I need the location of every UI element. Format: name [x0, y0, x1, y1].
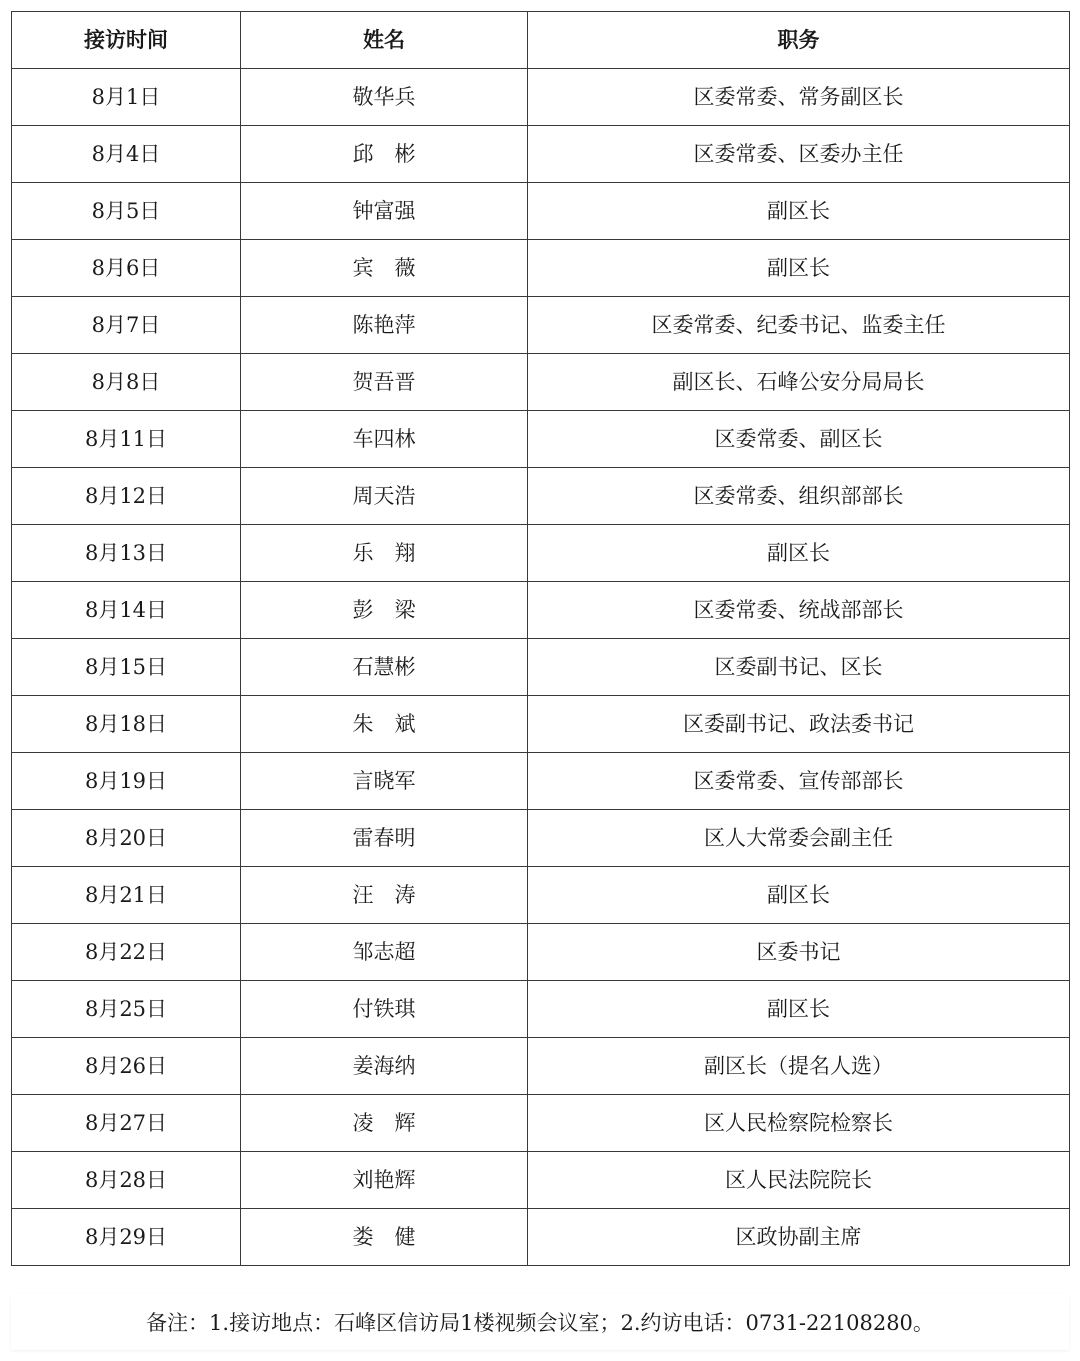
- table-row: [12, 69, 1070, 126]
- cell-name: 周天浩: [241, 468, 528, 525]
- cell-position: 副区长、石峰公安分局局长: [528, 354, 1070, 411]
- table-row: [12, 240, 1070, 297]
- cell-date: 8月1日: [12, 69, 241, 126]
- cell-position: 区人民检察院检察长: [528, 1095, 1070, 1152]
- header-name: 姓名: [241, 12, 528, 69]
- cell-name: 车四林: [241, 411, 528, 468]
- table-row: [12, 525, 1070, 582]
- table-row: [12, 126, 1070, 183]
- cell-position: 区政协副主席: [528, 1209, 1070, 1266]
- header-position: 职务: [528, 12, 1070, 69]
- cell-date: 8月11日: [12, 411, 241, 468]
- table-row: [12, 696, 1070, 753]
- table-row: [12, 1095, 1070, 1152]
- cell-position: 区委常委、副区长: [528, 411, 1070, 468]
- cell-date: 8月15日: [12, 639, 241, 696]
- table-row: [12, 468, 1070, 525]
- cell-name: 朱 斌: [241, 696, 528, 753]
- cell-name: 陈艳萍: [241, 297, 528, 354]
- cell-name: 娄 健: [241, 1209, 528, 1266]
- cell-name: 彭 梁: [241, 582, 528, 639]
- footnote: 备注：1.接访地点：石峰区信访局1楼视频会议室；2.约访电话：0731-22108280。: [11, 1294, 1069, 1350]
- cell-position: 区人大常委会副主任: [528, 810, 1070, 867]
- table-row: [12, 924, 1070, 981]
- table-row: [12, 411, 1070, 468]
- cell-date: 8月8日: [12, 354, 241, 411]
- table-row: [12, 183, 1070, 240]
- cell-position: 区委常委、统战部部长: [528, 582, 1070, 639]
- cell-name: 贺吾晋: [241, 354, 528, 411]
- cell-position: 区委副书记、政法委书记: [528, 696, 1070, 753]
- cell-position: 区委常委、区委办主任: [528, 126, 1070, 183]
- cell-date: 8月14日: [12, 582, 241, 639]
- cell-name: 邱 彬: [241, 126, 528, 183]
- cell-date: 8月13日: [12, 525, 241, 582]
- cell-position: 区委副书记、区长: [528, 639, 1070, 696]
- cell-date: 8月19日: [12, 753, 241, 810]
- cell-name: 雷春明: [241, 810, 528, 867]
- cell-name: 凌 辉: [241, 1095, 528, 1152]
- cell-name: 乐 翔: [241, 525, 528, 582]
- table-header-row: [12, 12, 1070, 69]
- cell-position: 副区长: [528, 981, 1070, 1038]
- cell-date: 8月21日: [12, 867, 241, 924]
- table-row: [12, 753, 1070, 810]
- cell-date: 8月20日: [12, 810, 241, 867]
- cell-name: 言晓军: [241, 753, 528, 810]
- cell-name: 刘艳辉: [241, 1152, 528, 1209]
- header-date: 接访时间: [12, 12, 241, 69]
- cell-position: 副区长: [528, 183, 1070, 240]
- cell-name: 邹志超: [241, 924, 528, 981]
- cell-position: 副区长: [528, 867, 1070, 924]
- cell-position: 区委常委、组织部部长: [528, 468, 1070, 525]
- table-row: [12, 1209, 1070, 1266]
- schedule-sheet: [11, 11, 1069, 1266]
- cell-name: 钟富强: [241, 183, 528, 240]
- cell-name: 姜海纳: [241, 1038, 528, 1095]
- cell-position: 区委常委、常务副区长: [528, 69, 1070, 126]
- table-row: [12, 867, 1070, 924]
- table-row: [12, 639, 1070, 696]
- cell-position: 副区长（提名人选）: [528, 1038, 1070, 1095]
- cell-date: 8月29日: [12, 1209, 241, 1266]
- table-row: [12, 582, 1070, 639]
- cell-name: 汪 涛: [241, 867, 528, 924]
- cell-date: 8月4日: [12, 126, 241, 183]
- cell-date: 8月7日: [12, 297, 241, 354]
- cell-name: 石慧彬: [241, 639, 528, 696]
- table-row: [12, 1038, 1070, 1095]
- cell-position: 副区长: [528, 240, 1070, 297]
- cell-position: 区委常委、宣传部部长: [528, 753, 1070, 810]
- cell-date: 8月27日: [12, 1095, 241, 1152]
- cell-position: 区委书记: [528, 924, 1070, 981]
- cell-date: 8月28日: [12, 1152, 241, 1209]
- cell-date: 8月18日: [12, 696, 241, 753]
- cell-name: 敬华兵: [241, 69, 528, 126]
- table-row: [12, 981, 1070, 1038]
- cell-position: 区人民法院院长: [528, 1152, 1070, 1209]
- cell-date: 8月25日: [12, 981, 241, 1038]
- table-row: [12, 810, 1070, 867]
- cell-date: 8月6日: [12, 240, 241, 297]
- table-row: [12, 1152, 1070, 1209]
- table-row: [12, 297, 1070, 354]
- reception-schedule-table: [11, 11, 1070, 1266]
- table-row: [12, 354, 1070, 411]
- cell-date: 8月12日: [12, 468, 241, 525]
- cell-name: 付铁琪: [241, 981, 528, 1038]
- cell-position: 副区长: [528, 525, 1070, 582]
- cell-name: 宾 薇: [241, 240, 528, 297]
- cell-date: 8月22日: [12, 924, 241, 981]
- cell-date: 8月5日: [12, 183, 241, 240]
- cell-date: 8月26日: [12, 1038, 241, 1095]
- cell-position: 区委常委、纪委书记、监委主任: [528, 297, 1070, 354]
